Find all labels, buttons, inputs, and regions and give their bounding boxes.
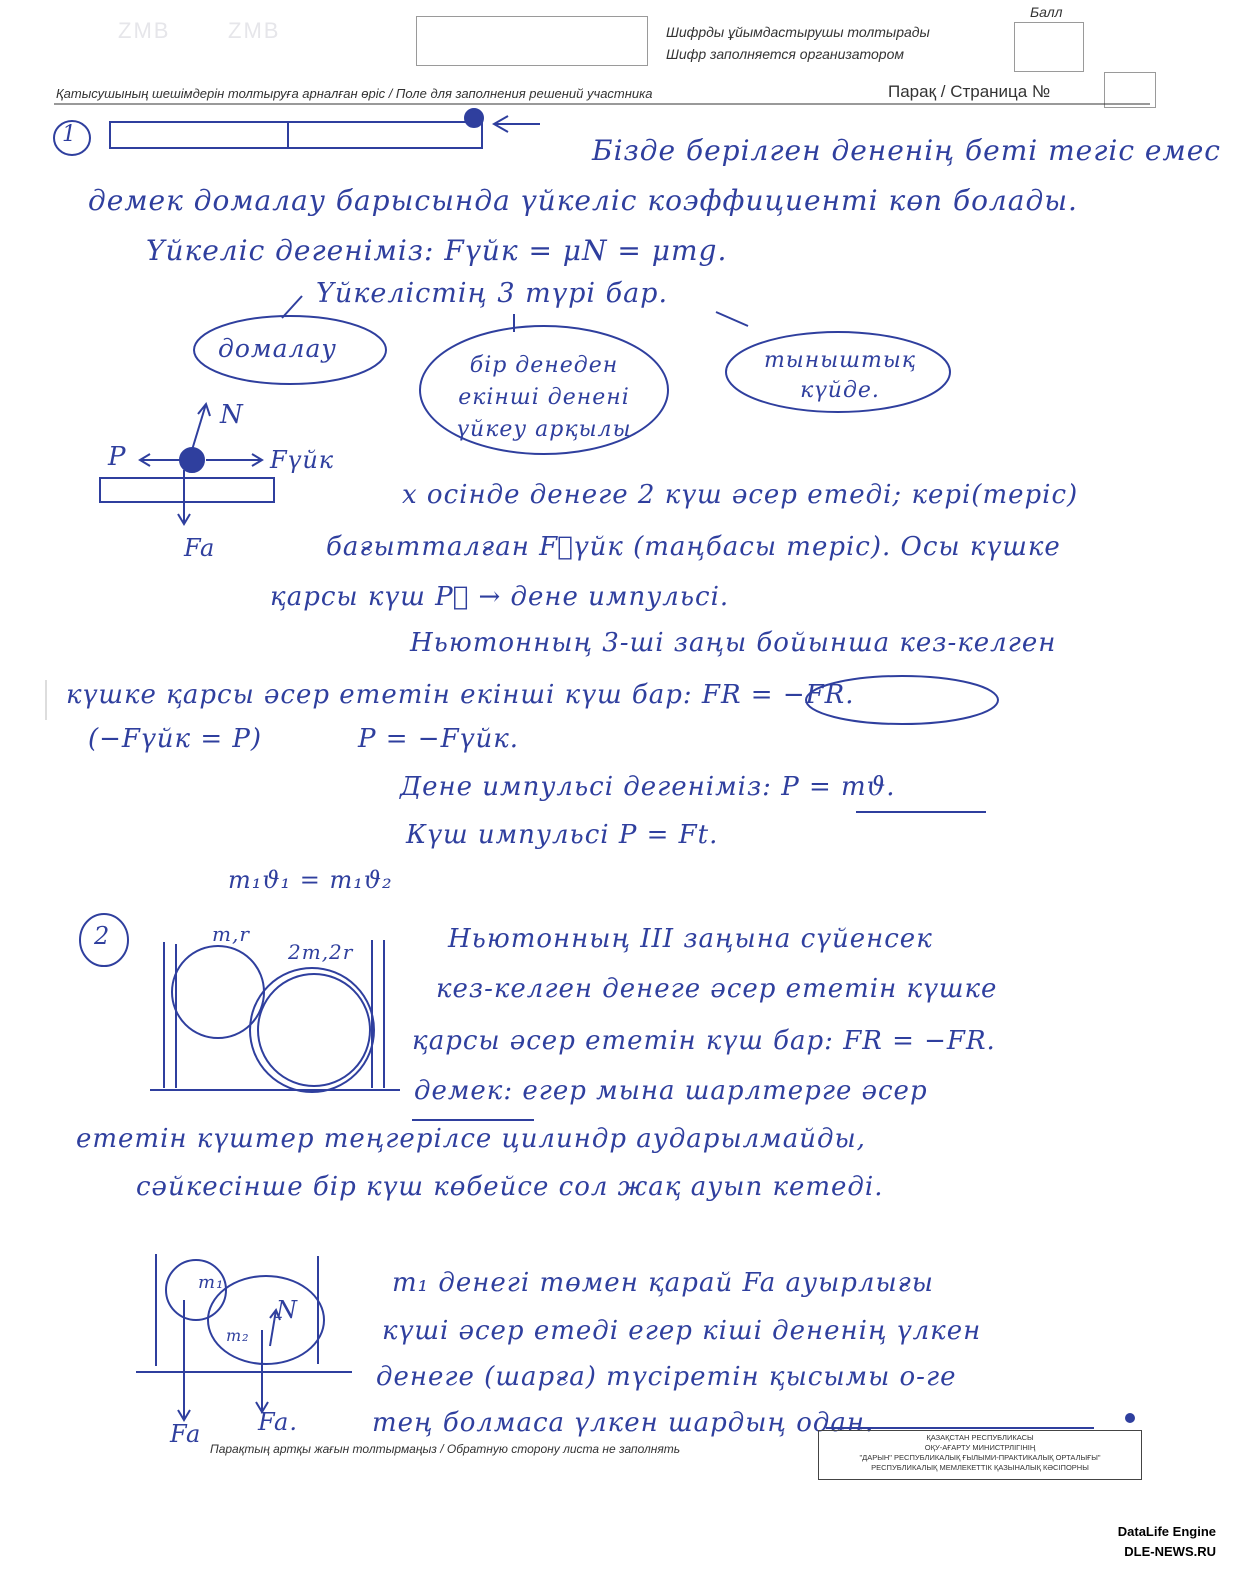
n-arrow bbox=[192, 404, 206, 450]
p2-line-4: демек: егер мына шарлтерге әсер bbox=[414, 1076, 928, 1106]
surface-rect bbox=[100, 478, 274, 502]
p1-body-3: қарсы күш P⃗ → дене импульсі. bbox=[270, 582, 730, 612]
p1-body-10: m₁ϑ₁ = m₁ϑ₂ bbox=[228, 866, 393, 894]
stamp-line-1: ҚАЗАҚСТАН РЕСПУБЛИКАСЫ bbox=[926, 1433, 1034, 1442]
arrow-to-type3 bbox=[716, 312, 748, 326]
p1-line-1: Бізде берілген дененің беті тегіс емес bbox=[592, 134, 1221, 167]
organizer-line-ru: Шифр заполняется организатором bbox=[666, 46, 904, 62]
large-cylinder-inner bbox=[258, 974, 370, 1086]
diagram3-label-m2: m₂ bbox=[226, 1326, 250, 1345]
p1-body-5: күшке қарсы әсер ететін екінші күш бар: FR = −FR. bbox=[66, 680, 855, 710]
p1-body-8: Дене импульсі дегеніміз: P = mϑ. bbox=[400, 772, 896, 802]
p1-body-1: x осінде денеге 2 күш әсер етеді; кері(теріс) bbox=[402, 480, 1079, 510]
footer-note: Парақтың артқы жағын толтырмаңыз / Обратную сторону листа не заполнять bbox=[210, 1442, 681, 1456]
page-number-label: Парақ / Страница № bbox=[888, 82, 1051, 101]
ball-scribble bbox=[465, 109, 483, 127]
p1-body-7: P = −Fүйк. bbox=[358, 724, 520, 754]
diagram3-label-m1: m₁ bbox=[198, 1272, 225, 1293]
p1-line-2: демек домалау барысында үйкеліс коэффициенті көп болады. bbox=[88, 184, 1078, 217]
brand-line-1: DataLife Engine bbox=[1117, 1524, 1216, 1539]
p1-body-2: бағытталған F⃗үйк (таңбасы теріс). Осы күшке bbox=[326, 532, 1061, 562]
p1-body-9: Күш импульсі P = Ft. bbox=[406, 820, 719, 850]
p1-line-3: Үйкеліс дегеніміз: Fүйк = μN = μmg. bbox=[146, 234, 728, 267]
problem2-number: 2 bbox=[94, 922, 111, 950]
field-title: Қатысушының шешімдерін толтыруға арналған өріс / Поле для заполнения решений участника bbox=[56, 86, 653, 101]
diagram1-label-fa: Fa bbox=[184, 534, 216, 562]
p2-line-6: сәйкесінше бір күш көбейсе сол жақ ауып кетеді. bbox=[136, 1172, 884, 1202]
brand-line-2: DLE-NEWS.RU bbox=[1124, 1544, 1216, 1559]
diagram3-label-fa2: Fa. bbox=[258, 1408, 298, 1436]
problem1-number: 1 bbox=[62, 122, 77, 147]
p2-line-3: қарсы әсер ететін күш бар: FR = −FR. bbox=[412, 1026, 996, 1056]
stamp-line-4: РЕСПУБЛИКАЛЫҚ МЕМЛЕКЕТТІК ҚАЗЫНАЛЫҚ КӘСІПОРНЫ bbox=[871, 1463, 1089, 1472]
score-label: Балл bbox=[1030, 4, 1063, 20]
p2-bottom-4: тең болмаса үлкен шардың одан. bbox=[372, 1408, 875, 1438]
p2-line-2: кез-келген денеге әсер ететін күшке bbox=[436, 974, 998, 1004]
diagram1-label-f: Fүйк bbox=[270, 446, 335, 474]
board-rectangle bbox=[110, 122, 482, 148]
friction-type-sliding: бір денеден екінші денені үйкеу арқылы bbox=[456, 353, 632, 442]
p2-line-5: ететін күштер теңгерілсе цилиндр аударылмайды, bbox=[76, 1124, 866, 1154]
friction-type-rolling: домалау bbox=[218, 334, 337, 363]
p2-bottom-1: m₁ денегі төмен қарай Fa ауырлығы bbox=[392, 1268, 934, 1298]
m2-ellipse bbox=[208, 1276, 324, 1364]
p1-line-4: Үйкелістің 3 түрі бар. bbox=[316, 278, 669, 309]
arrow-to-type1 bbox=[282, 296, 302, 318]
watermark-1: ZMB bbox=[118, 18, 171, 43]
p2-line-1: Ньютонның III заңына сүйенсек bbox=[448, 924, 933, 954]
diagram3-label-fa1: Fa bbox=[170, 1420, 202, 1448]
p1-body-6: (−Fүйк = P) bbox=[88, 724, 263, 754]
institution-stamp bbox=[818, 1430, 1142, 1480]
stamp-line-2: ОҚУ-АҒАРТУ МИНИСТРЛІГІНІҢ bbox=[924, 1443, 1036, 1452]
diagram1-label-n: N bbox=[220, 400, 244, 430]
body-scribble bbox=[180, 448, 204, 472]
diagram3-label-n: N bbox=[276, 1296, 298, 1324]
organizer-line-kz: Шифрды ұйымдастырушы толтырады bbox=[666, 24, 930, 40]
diagram1-label-p: P bbox=[108, 442, 127, 472]
p2-bottom-2: күші әсер етеді егер кіші дененің үлкен bbox=[382, 1316, 982, 1346]
watermark-2: ZMB bbox=[228, 18, 281, 43]
p1-body-4: Ньютонның 3-ші заңы бойынша кез-келген bbox=[410, 628, 1057, 658]
large-cylinder bbox=[250, 968, 374, 1092]
diagram2-label-small: m,r bbox=[212, 922, 250, 946]
friction-type-static: тыныштық күйде. bbox=[763, 348, 917, 403]
stamp-line-3: "ДАРЫН" РЕСПУБЛИКАЛЫҚ ҒЫЛЫМИ-ПРАКТИКАЛЫҚ ОРТАЛЫҒЫ" bbox=[859, 1453, 1101, 1462]
diagram2-label-large: 2m,2r bbox=[288, 940, 354, 964]
p2-bottom-3: денеге (шарға) түсіретін қысымы о-ге bbox=[376, 1362, 957, 1392]
ink-dot bbox=[1126, 1414, 1134, 1422]
